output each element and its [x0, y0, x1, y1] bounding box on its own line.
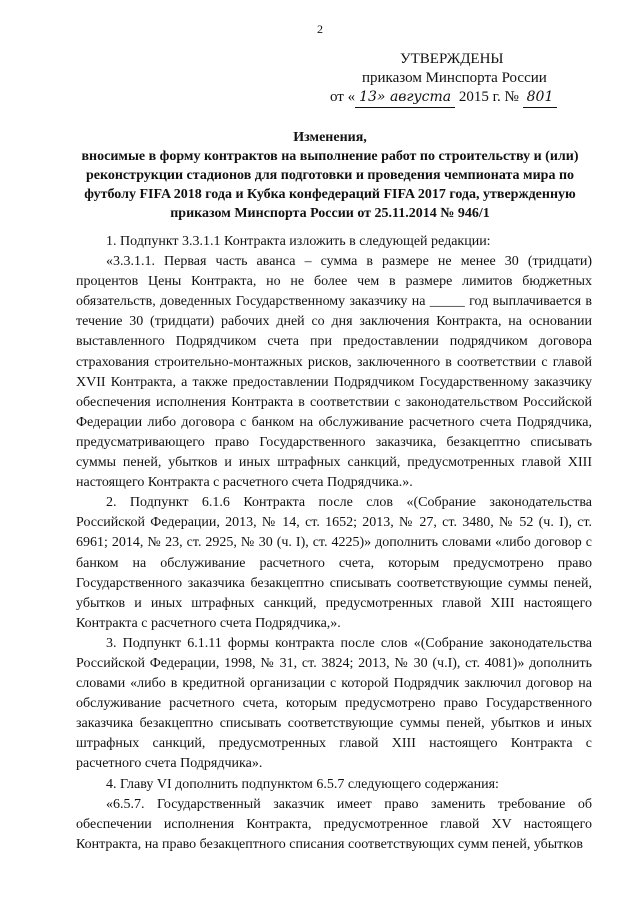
- paragraph: «6.5.7. Государственный заказчик имеет право заменить требование об обеспечении исполнения Контракта, предусмотренное главой XV настоящего Контракта, на право безакцептного списания соответствующих сумм пеней, убытков: [76, 796, 592, 852]
- approval-issuer: приказом Минспорта России: [362, 70, 547, 86]
- paragraph: 4. Главу VI дополнить подпунктом 6.5.7 следующего содержания:: [106, 776, 499, 792]
- page-number: 2: [317, 22, 323, 36]
- paragraph: 2. Подпункт 6.1.6 Контракта после слов «(Собрание законодательства Российской Федерации, 2013, № 14, ст. 1652; 2013, № 27, ст. 3480, № 52 (ч. I), ст. 6961; 2014, № 23, ст. 2925, № 30 (ч. I), ст. 4225)» дополнить словами «либо договор с банком на обслуживание расчетного счета, которым предусмотрено право Государственного заказчика безакцептно списывать соответствующие суммы пеней, убытков и иных штрафных санкций, предусмотренных главой XIII настоящего Контракта с расчетного счета Подрядчика,».: [76, 495, 592, 631]
- title-line-1: Изменения,: [293, 130, 367, 145]
- approval-date-handwritten: 13» августа: [355, 88, 455, 108]
- document-body: [76, 232, 592, 855]
- approval-year: 2015 г. №: [458, 89, 519, 105]
- approval-stamp: [330, 50, 590, 108]
- approval-date-line: [330, 88, 590, 108]
- document-title: [72, 128, 588, 223]
- approval-heading: УТВЕРЖДЕНЫ: [400, 51, 504, 67]
- paragraph: 3. Подпункт 6.1.11 формы контракта после слов «(Собрание законодательства Российской Федерации, 1998, № 31, ст. 3824; 2013, № 30 (ч.I), ст. 4081)» дополнить словами «либо в кредитной организации с которой Подрядчик заключил договор на обслуживание расчетного счета, которым предусмотрено право Государственного заказчика безакцептно списывать соответствующие суммы пеней, убытков и иных штрафных санкций, предусмотренных главой XIII настоящего Контракта с расчетного счета Подрядчика».: [76, 635, 592, 772]
- approval-number-handwritten: 801: [523, 88, 558, 108]
- paragraph: 1. Подпункт 3.3.1.1 Контракта изложить в следующей редакции:: [106, 234, 491, 249]
- approval-date-prefix: от «: [330, 89, 356, 105]
- paragraph: «3.3.1.1. Первая часть аванса – сумма в размере не менее 30 (тридцати) процентов Цены Контракта, но не более чем в размере лимитов бюджетных обязательств, доведенных Государственному заказчику на _____ год выплачивается в течение 30 (тридцати) рабочих дней со дня заключения Контракта, на основании выставленного Подрядчиком счета при предоставлении подрядчиком договора страхования строительно-монтажных рисков, заключенного в соответствии с главой XVII Контракта, а также предоставлении Подрядчиком Государственному заказчику обеспечения исполнения Контракта в соответствии с законодательством Российской Федерации либо договора с банком на обслуживание расчетного счета Подрядчика, предусматривающего право Государственного заказчика, безакцептно списывать суммы пеней, убытков и иных штрафных санкций, предусмотренных главой XIII настоящего Контракта с расчетного счета Подрядчика.».: [76, 254, 592, 491]
- title-line-2: вносимые в форму контрактов на выполнение работ по строительству и (или) реконструкции стадионов для подготовки и проведения чемпионата мира по футболу FIFA 2018 года и Кубка конфедераций FIFA 2017 года, утвержденную приказом Минспорта России от 25.11.2014 № 946/1: [81, 149, 579, 221]
